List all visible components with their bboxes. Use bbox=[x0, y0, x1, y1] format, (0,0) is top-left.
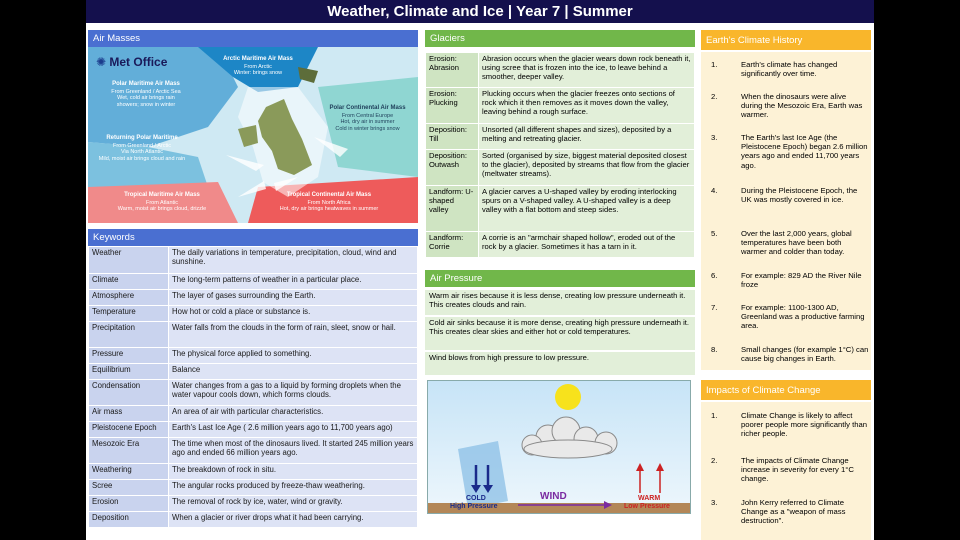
table-row bbox=[89, 422, 418, 438]
table-row bbox=[89, 406, 418, 422]
air-pressure-point: Cold air sinks because it is more dense, creating high pressure underneath it. This creates clear skies and either hot or cold temperatures. bbox=[425, 317, 695, 351]
keyword-term: Equilibrium bbox=[89, 364, 169, 380]
low-pressure-label: Low Pressure bbox=[624, 503, 670, 510]
warm-label: WARM bbox=[638, 495, 661, 502]
air-masses-map bbox=[88, 47, 418, 223]
glacier-definition: A corrie is an "armchair shaped hollow", eroded out of the rock by a glacier. Sometimes it has a tarn in it. bbox=[479, 232, 695, 258]
list-item: 2. The impacts of Climate Change increase in severity for every 1°C change. bbox=[701, 456, 871, 490]
keyword-term: Temperature bbox=[89, 306, 169, 322]
list-item: 1. Earth's climate has changed significantly over time. bbox=[701, 60, 871, 84]
table-row bbox=[426, 124, 695, 150]
list-item: 1. Climate Change is likely to affect poorer people more significantly than richer people. bbox=[701, 411, 871, 445]
sun-icon bbox=[555, 384, 581, 410]
glacier-definition: Plucking occurs when the glacier freezes onto sections of rock which it then removes as it moves down the valley, leaving behind a rough surface. bbox=[479, 88, 695, 124]
glacier-term: Deposition: Till bbox=[426, 124, 479, 150]
keyword-term: Scree bbox=[89, 480, 169, 496]
keyword-term: Pressure bbox=[89, 348, 169, 364]
table-row bbox=[89, 274, 418, 290]
keyword-term: Pleistocene Epoch bbox=[89, 422, 169, 438]
keyword-definition: The angular rocks produced by freeze-thaw weathering. bbox=[169, 480, 418, 496]
logo-icon: ✺ bbox=[96, 55, 110, 69]
keyword-definition: The time when most of the dinosaurs lived. It started 245 million years ago and ended 66 million years ago. bbox=[169, 438, 418, 464]
table-row bbox=[89, 322, 418, 348]
air-mass-label: Returning Polar Maritime From Greenland / Arctic Via North Atlantic Mild, moist air brings cloud and rain bbox=[98, 135, 186, 163]
keyword-term: Climate bbox=[89, 274, 169, 290]
glacier-term: Erosion: Plucking bbox=[426, 88, 479, 124]
table-row bbox=[426, 88, 695, 124]
keyword-definition: The breakdown of rock in situ. bbox=[169, 464, 418, 480]
air-mass-label: Polar Maritime Air Mass From Greenland / Arctic Sea Wet, cold air brings rain showers; snow in winter bbox=[111, 81, 181, 109]
keywords-heading: Keywords bbox=[88, 229, 418, 246]
keyword-definition: The long-term patterns of weather in a particular place. bbox=[169, 274, 418, 290]
keyword-definition: Water changes from a gas to a liquid by forming droplets when the water vapour cools down, which forms clouds. bbox=[169, 380, 418, 406]
keyword-term: Weathering bbox=[89, 464, 169, 480]
table-row bbox=[89, 247, 418, 274]
keyword-definition: The layer of gases surrounding the Earth. bbox=[169, 290, 418, 306]
keyword-definition: Water falls from the clouds in the form of rain, sleet, snow or hail. bbox=[169, 322, 418, 348]
air-mass-label: Tropical Maritime Air Mass From Atlantic Warm, moist air brings cloud, drizzle bbox=[117, 192, 207, 213]
keyword-definition: When a glacier or river drops what it had been carrying. bbox=[169, 512, 418, 528]
high-pressure-label: High Pressure bbox=[450, 503, 498, 510]
keyword-term: Mesozoic Era bbox=[89, 438, 169, 464]
table-row bbox=[89, 464, 418, 480]
list-item: 6. For example: 829 AD the River Nile froze bbox=[701, 271, 871, 295]
keyword-definition: Earth's Last Ice Age ( 2.6 million years ago to 11,700 years ago) bbox=[169, 422, 418, 438]
keyword-term: Precipitation bbox=[89, 322, 169, 348]
glacier-term: Deposition: Outwash bbox=[426, 150, 479, 186]
keyword-definition: How hot or cold a place or substance is. bbox=[169, 306, 418, 322]
table-row bbox=[89, 364, 418, 380]
table-row bbox=[89, 380, 418, 406]
keyword-term: Condensation bbox=[89, 380, 169, 406]
table-row bbox=[89, 348, 418, 364]
impacts-heading: Impacts of Climate Change bbox=[701, 380, 871, 400]
keyword-definition: The daily variations in temperature, precipitation, cloud, wind and sunshine. bbox=[169, 247, 418, 274]
glacier-definition: Unsorted (all different shapes and sizes), deposited by a melting and retreating glacier. bbox=[479, 124, 695, 150]
glacier-definition: Abrasion occurs when the glacier wears down rock beneath it, using scree that is frozen into the ice, to leave behind a smoother, deeper valley. bbox=[479, 53, 695, 88]
table-row bbox=[89, 480, 418, 496]
keyword-term: Deposition bbox=[89, 512, 169, 528]
table-row bbox=[426, 150, 695, 186]
page-title: Weather, Climate and Ice | Year 7 | Summer bbox=[86, 0, 874, 23]
wind-label: WIND bbox=[540, 491, 567, 502]
cold-label: COLD bbox=[466, 495, 486, 502]
met-office-logo: ✺ Met Office bbox=[96, 55, 168, 69]
list-item: 5. Over the last 2,000 years, global temperatures have been both warmer and colder than today. bbox=[701, 229, 871, 263]
list-item: 7. For example: 1100-1300 AD, Greenland was a productive farming area. bbox=[701, 303, 871, 337]
list-item: 4. During the Pleistocene Epoch, the UK was mostly covered in ice. bbox=[701, 186, 871, 218]
glacier-definition: A glacier carves a U-shaped valley by eroding interlocking spurs on a V-shaped valley. A U-shaped valley is a deep valley with a flat bottom and steep sides. bbox=[479, 186, 695, 232]
air-mass-label: Arctic Maritime Air Mass From Arctic Winter: brings snow bbox=[223, 56, 293, 77]
air-mass-label: Polar Continental Air Mass From Central Europe Hot, dry air in summer Cold in winter brings snow bbox=[329, 105, 406, 133]
glacier-definition: Sorted (organised by size, biggest material deposited closest to the glacier), deposited by streams that flow from the glacier (meltwater streams). bbox=[479, 150, 695, 186]
list-item: 2. When the dinosaurs were alive during the Mesozoic Era, Earth was warmer. bbox=[701, 92, 871, 124]
climate-history-heading: Earth's Climate History bbox=[701, 30, 871, 50]
keyword-term: Atmosphere bbox=[89, 290, 169, 306]
keyword-definition: An area of air with particular characteristics. bbox=[169, 406, 418, 422]
list-item: 8. Small changes (for example 1°C) can cause big changes in Earth. bbox=[701, 345, 871, 369]
glaciers-table bbox=[425, 52, 695, 258]
table-row bbox=[426, 232, 695, 258]
table-row bbox=[426, 53, 695, 88]
knowledge-organiser bbox=[86, 0, 874, 540]
air-pressure-point: Wind blows from high pressure to low pressure. bbox=[425, 352, 695, 376]
air-pressure-heading: Air Pressure bbox=[425, 270, 695, 287]
air-pressure-diagram bbox=[427, 380, 691, 514]
glacier-term: Erosion: Abrasion bbox=[426, 53, 479, 88]
keyword-term: Air mass bbox=[89, 406, 169, 422]
glacier-term: Landform: Corrie bbox=[426, 232, 479, 258]
air-pressure-point: Warm air rises because it is less dense, creating low pressure underneath it. This creates clouds and rain. bbox=[425, 290, 695, 316]
air-masses-heading: Air Masses bbox=[88, 30, 418, 47]
keyword-term: Erosion bbox=[89, 496, 169, 512]
table-row bbox=[89, 496, 418, 512]
air-mass-label: Tropical Continental Air Mass From North Africa Hot, dry air brings heatwaves in summer bbox=[279, 192, 379, 213]
table-row bbox=[89, 306, 418, 322]
list-item: 3. The Earth's last Ice Age (the Pleistocene Epoch) began 2.6 million years ago and ended 11,700 years ago. bbox=[701, 133, 871, 177]
glacier-term: Landform: U-shaped valley bbox=[426, 186, 479, 232]
glaciers-heading: Glaciers bbox=[425, 30, 695, 47]
list-item: 3. John Kerry referred to Climate Change as a "weapon of mass destruction". bbox=[701, 498, 871, 532]
keywords-table bbox=[88, 246, 418, 528]
keyword-definition: The removal of rock by ice, water, wind or gravity. bbox=[169, 496, 418, 512]
table-row bbox=[89, 438, 418, 464]
table-row bbox=[89, 290, 418, 306]
table-row bbox=[426, 186, 695, 232]
table-row bbox=[89, 512, 418, 528]
keyword-term: Weather bbox=[89, 247, 169, 274]
keyword-definition: Balance bbox=[169, 364, 418, 380]
keyword-definition: The physical force applied to something. bbox=[169, 348, 418, 364]
